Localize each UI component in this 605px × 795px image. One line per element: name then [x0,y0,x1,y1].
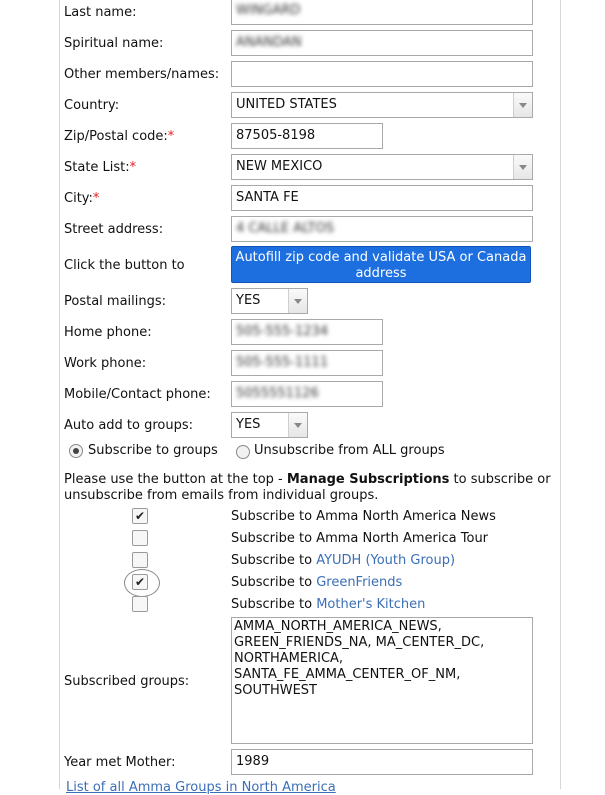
subscribe-radio[interactable] [69,444,83,458]
street-input[interactable]: 4 CALLE ALTOS [231,216,533,242]
all-groups-link[interactable]: List of all Amma Groups in North America [66,780,336,795]
chevron-down-icon[interactable] [513,93,532,117]
right-border [560,0,561,789]
street-label: Street address: [64,222,164,237]
country-label: Country: [64,98,120,113]
ayudh-link[interactable]: AYUDH (Youth Group) [316,553,456,568]
state-select[interactable] [231,154,533,180]
zip-label: Zip/Postal code:* [64,129,175,144]
chevron-down-icon[interactable] [513,155,532,179]
home-phone-input[interactable]: 505-555-1234 [231,319,383,345]
left-border [59,0,60,789]
work-phone-input[interactable]: 505-555-1111 [231,350,383,376]
mobile-phone-label: Mobile/Contact phone: [64,387,211,402]
year-met-label: Year met Mother: [64,755,176,770]
subscription-checkbox[interactable] [132,530,148,546]
postal-mailings-select[interactable] [231,288,308,314]
last-name-label: Last name: [64,5,137,20]
unsubscribe-radio[interactable] [236,445,250,459]
other-members-input[interactable] [231,61,533,87]
postal-mailings-value: YES [236,293,261,308]
auto-add-value: YES [236,417,261,432]
auto-add-select[interactable] [231,412,308,438]
spiritual-name-label: Spiritual name: [64,36,164,51]
year-met-input[interactable]: 1989 [231,749,533,775]
subscription-checkbox[interactable] [132,552,148,568]
country-select[interactable] [231,92,533,118]
subscription-label: Subscribe to Mother's Kitchen [231,597,426,612]
subscription-label: Subscribe to Amma North America News [231,509,496,524]
mothers-kitchen-link[interactable]: Mother's Kitchen [316,597,426,612]
subscription-label: Subscribe to GreenFriends [231,575,403,590]
subscription-checkbox[interactable] [132,596,148,612]
home-phone-label: Home phone: [64,325,152,340]
postal-mailings-label: Postal mailings: [64,294,167,309]
city-input[interactable]: SANTA FE [231,185,533,211]
autofill-label: Click the button to [64,258,185,273]
unsubscribe-radio-label[interactable]: Unsubscribe from ALL groups [254,443,445,458]
auto-add-label: Auto add to groups: [64,418,194,433]
other-members-label: Other members/names: [64,67,220,82]
manage-subscriptions-notice: Please use the button at the top - Manage Subscriptions to subscribe or unsubscribe from emails from individual groups. [64,472,551,503]
subscribed-groups-label: Subscribed groups: [64,674,190,689]
chevron-down-icon[interactable] [288,289,307,313]
chevron-down-icon[interactable] [288,413,307,437]
subscription-label: Subscribe to Amma North America Tour [231,531,489,546]
subscription-checkbox[interactable]: ✔ [132,574,148,590]
country-value: UNITED STATES [236,97,337,112]
subscribe-radio-label[interactable]: Subscribe to groups [88,443,218,458]
zip-input[interactable]: 87505-8198 [231,123,383,149]
last-name-input[interactable]: WINGARD [231,0,533,25]
work-phone-label: Work phone: [64,356,147,371]
subscription-label: Subscribe to AYUDH (Youth Group) [231,553,456,568]
subscription-checkbox[interactable]: ✔ [132,508,148,524]
state-value: NEW MEXICO [236,159,323,174]
required-mark: * [92,191,100,206]
autofill-button[interactable]: Autofill zip code and validate USA or Canada address [231,246,531,283]
subscribed-groups-textarea[interactable]: AMMA_NORTH_AMERICA_NEWS, GREEN_FRIENDS_NA, MA_CENTER_DC, NORTHAMERICA, SANTA_FE_AMMA_CENTER_OF_NM, SOUTHWEST [231,617,533,744]
spiritual-name-input[interactable]: ANANDAN [231,30,533,56]
city-label: City:* [64,191,100,206]
state-label: State List:* [64,160,137,175]
required-mark: * [167,129,175,144]
mobile-phone-input[interactable]: 5055551126 [231,381,383,407]
greenfriends-link[interactable]: GreenFriends [316,575,403,590]
required-mark: * [129,160,137,175]
